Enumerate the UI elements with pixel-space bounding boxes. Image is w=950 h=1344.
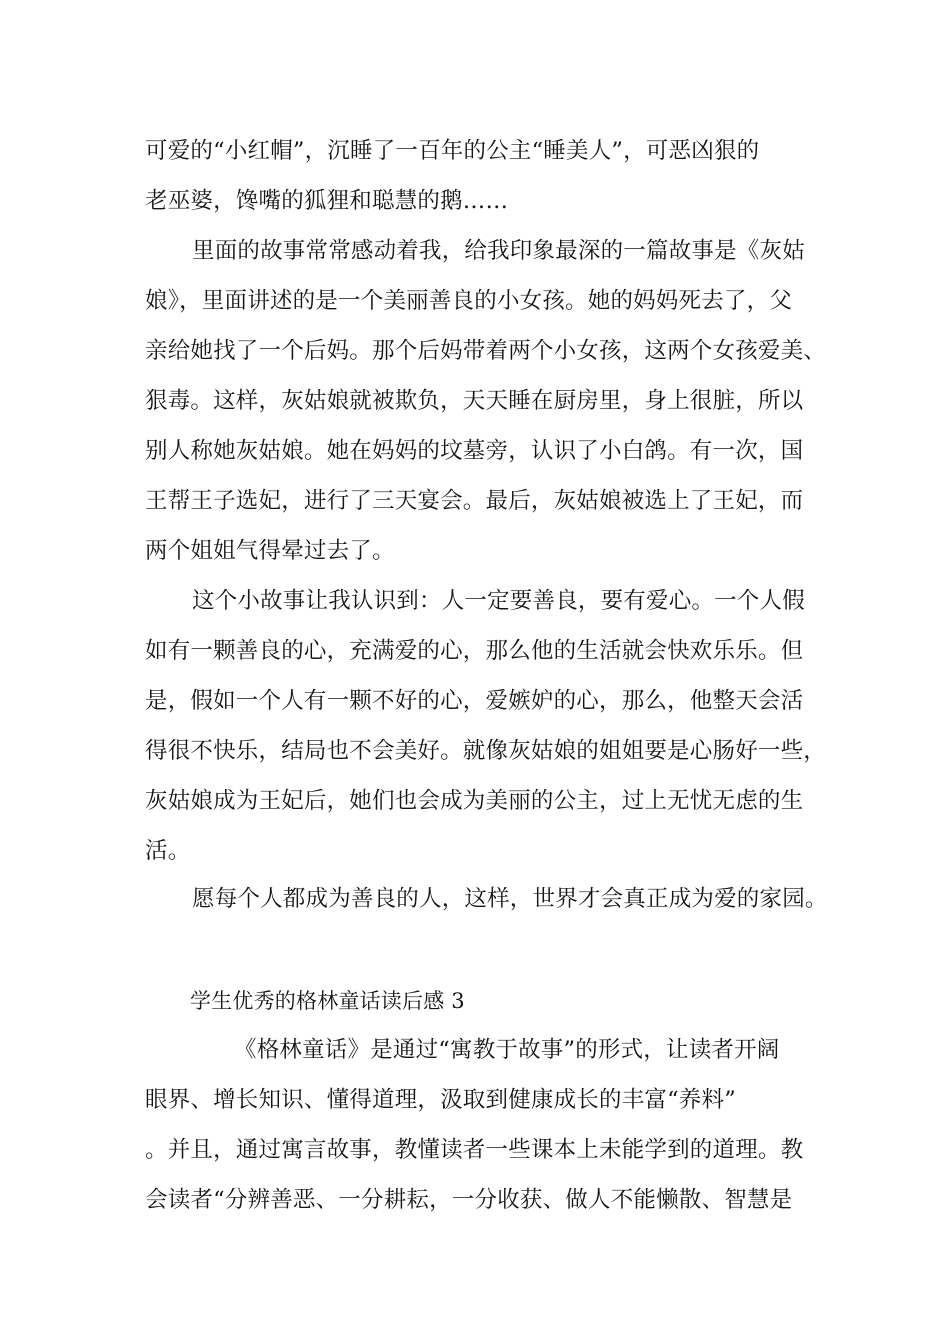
paragraph-3-line-2: 如有一颗善良的心，充满爱的心，那么他的生活就会快欢乐乐。但: [145, 638, 804, 664]
paragraph-4-line-1: 愿每个人都成为善良的人，这样，世界才会真正成为爱的家园。: [192, 886, 828, 912]
paragraph-5-line-4: 会读者“分辨善恶、一分耕耘，一分收获、做人不能懒散、智慧是: [145, 1187, 793, 1213]
paragraph-2-line-2: 娘》，里面讲述的是一个美丽善良的小女孩。她的妈妈死去了，父: [145, 288, 793, 314]
paragraph-2-line-5: 别人称她灰姑娘。她在妈妈的坟墓旁，认识了小白鸽。有一次，国: [145, 438, 804, 464]
paragraph-3-line-6: 活。: [145, 838, 191, 864]
paragraph-5-line-2: 眼界、增长知识、懂得道理，汲取到健康成长的丰富“养料”: [145, 1087, 736, 1113]
paragraph-2-line-1: 里面的故事常常感动着我，给我印象最深的一篇故事是《灰姑: [192, 238, 805, 264]
paragraph-5-line-1: 《格林童话》是通过“寓教于故事”的形式，让读者开阔: [234, 1037, 780, 1063]
paragraph-3-line-3: 是，假如一个人有一颗不好的心，爱嫉妒的心，那么，他整天会活: [145, 688, 804, 714]
section-heading: 学生优秀的格林童话读后感 3: [190, 989, 465, 1013]
paragraph-1-line-1: 可爱的“小红帽”，沉睡了一百年的公主“睡美人”，可恶凶狠的: [145, 138, 760, 164]
paragraph-2-line-3: 亲给她找了一个后妈。那个后妈带着两个小女孩，这两个女孩爱美、: [145, 338, 827, 364]
paragraph-3-line-5: 灰姑娘成为王妃后，她们也会成为美丽的公主，过上无忧无虑的生: [145, 788, 804, 814]
paragraph-3-line-1: 这个小故事让我认识到：人一定要善良，要有爱心。一个人假: [192, 588, 805, 614]
paragraph-5-line-3: 。并且，通过寓言故事，教懂读者一些课本上未能学到的道理。教: [145, 1137, 804, 1163]
paragraph-3-line-4: 得很不快乐，结局也不会美好。就像灰姑娘的姐姐要是心肠好一些，: [145, 738, 827, 764]
paragraph-2-line-4: 狠毒。这样，灰姑娘就被欺负，天天睡在厨房里，身上很脏，所以: [145, 388, 804, 414]
paragraph-2-line-6: 王帮王子选妃，进行了三天宴会。最后，灰姑娘被选上了王妃，而: [145, 488, 804, 514]
paragraph-2-line-7: 两个姐姐气得晕过去了。: [145, 538, 395, 564]
paragraph-1-line-2: 老巫婆，馋嘴的狐狸和聪慧的鹅……: [145, 188, 509, 214]
